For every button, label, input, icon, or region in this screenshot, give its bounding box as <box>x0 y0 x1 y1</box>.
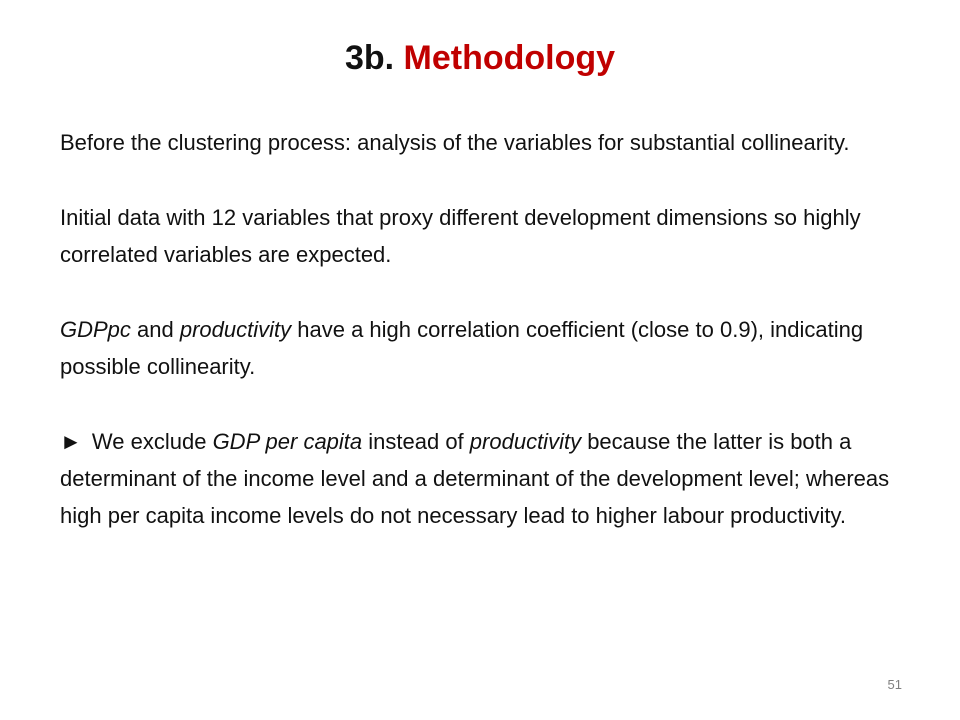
paragraph-text: because the latter is both a determinant of the income level and a determinant of the development level; whereas high per capita income levels do not necessary lead to higher labour productivity. <box>60 429 890 528</box>
term-gdp-per-capita: GDP per capita <box>212 429 363 454</box>
paragraph-text: have a high correlation coefficient (close to 0.9), indicating possible collinearity. <box>60 317 864 379</box>
paragraph-initial-data: Initial data with 12 variables that proxy different development dimensions so highly correlated variables are expected. <box>60 205 861 267</box>
paragraph-text: We exclude <box>91 429 213 454</box>
title-number: 3b. <box>344 39 395 77</box>
paragraph-exclusion <box>60 423 900 534</box>
paragraph-collinearity-analysis: Before the clustering process: analysis of the variables for substantial collinearity. <box>60 130 850 155</box>
slide-body <box>60 124 900 572</box>
page-number: 51 <box>887 677 902 692</box>
paragraph-correlation <box>60 311 900 385</box>
term-productivity: productivity <box>469 429 582 454</box>
title-text: Methodology <box>403 39 616 77</box>
arrow-bullet-icon: ► <box>60 429 82 454</box>
slide-title <box>0 36 960 80</box>
term-productivity: productivity <box>179 317 292 342</box>
paragraph-text: and <box>130 317 180 342</box>
term-gdppc: GDPpc <box>60 317 131 342</box>
paragraph-text: instead of <box>362 429 470 454</box>
